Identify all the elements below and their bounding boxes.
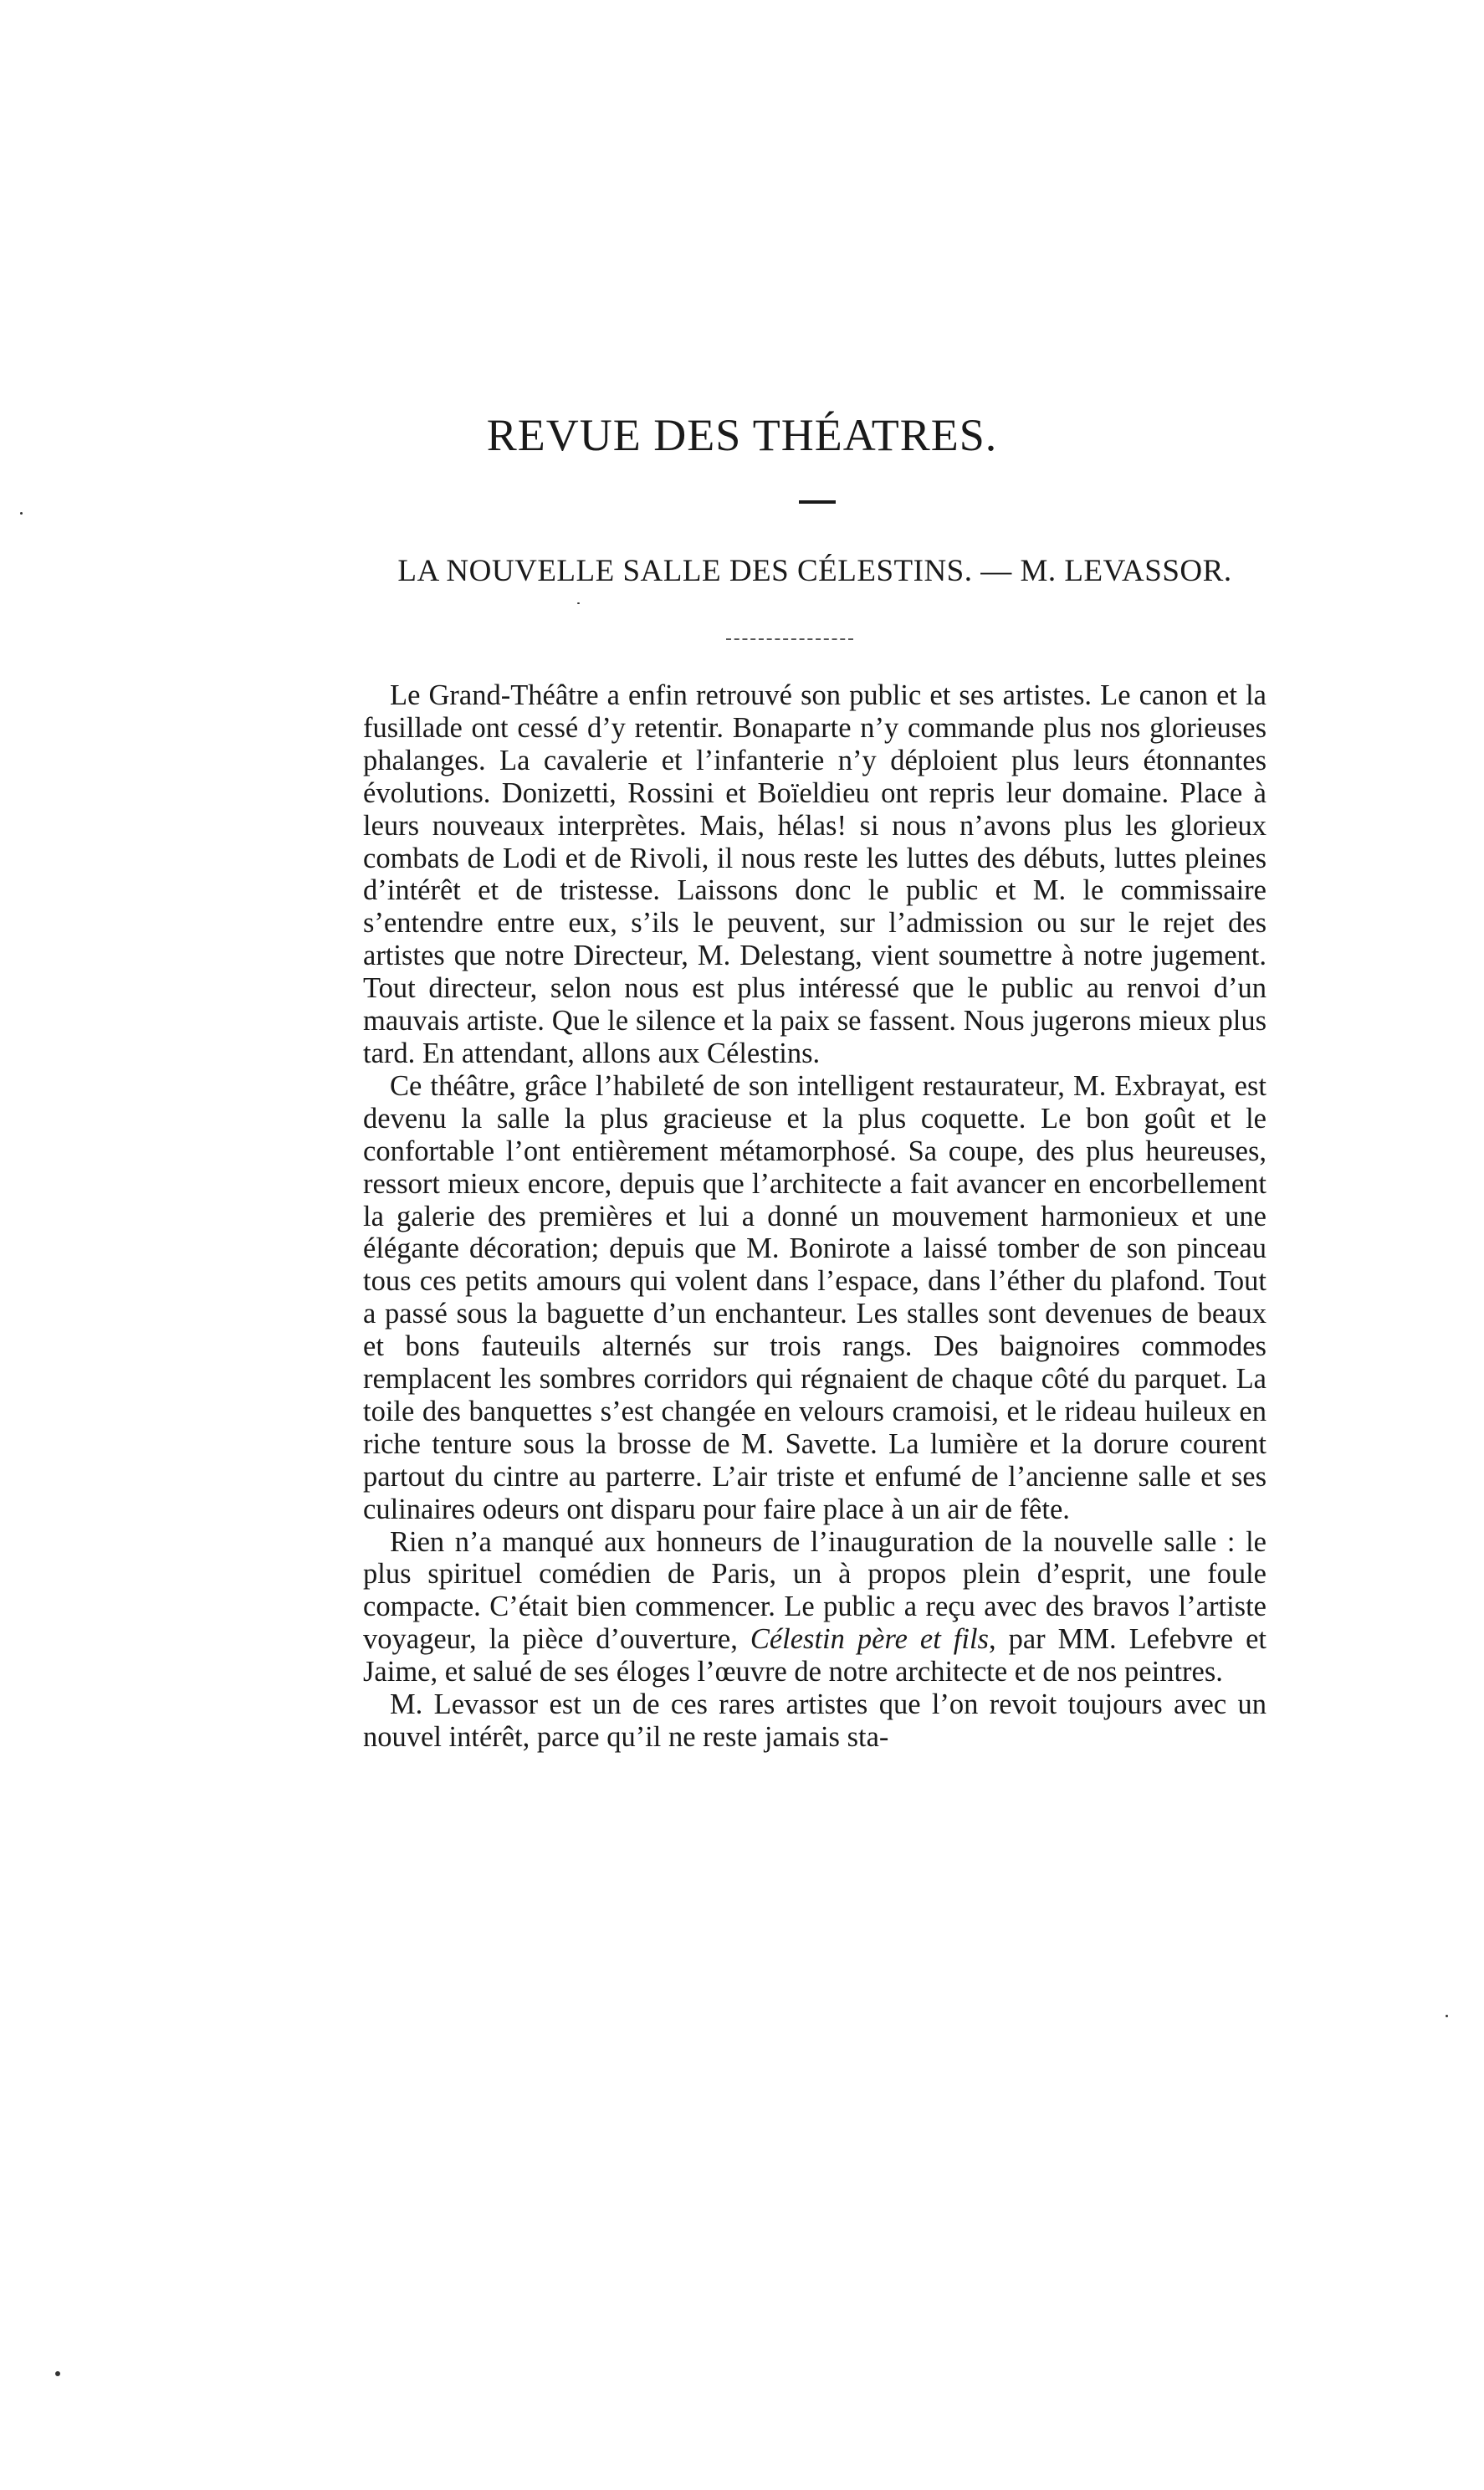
article-subtitle: LA NOUVELLE SALLE DES CÉLESTINS. — M. LEVASSOR. — [397, 554, 1232, 588]
article-body — [363, 679, 1267, 1754]
paragraph-text: , par MM. Lefebvre et Jaime, et salué de ses éloges l’œuvre de notre architecte et de nos peintres. — [363, 1623, 1267, 1688]
paragraph: M. Levassor est un de ces rares artistes que l’on revoit toujours avec un nouvel intérêt, parce qu’il ne reste jamais sta- — [363, 1688, 1267, 1753]
scan-speck — [577, 602, 580, 604]
title-divider — [799, 500, 836, 504]
scan-speck — [20, 512, 23, 515]
paragraph-text: Rien n’a manqué aux honneurs de l’inauguration de la nouvelle salle : le plus spirituel comédien de Paris, un à propos plein d’esprit, une foule compacte. C’était bien commencer. Le public a reçu avec des bravos l’artiste voyageur, la pièce d’ouverture, — [363, 1525, 1267, 1656]
scan-speck — [1446, 2015, 1448, 2017]
play-title: Célestin père et fils — [750, 1623, 989, 1656]
paragraph — [363, 1526, 1267, 1689]
scan-speck — [55, 2371, 60, 2376]
section-divider — [726, 638, 853, 640]
paragraph: Le Grand-Théâtre a enfin retrouvé son public et ses artistes. Le canon et la fusillade ont cessé d’y retentir. Bonaparte n’y commande plus nos glorieuses phalanges. La cavalerie et l’infanterie n’y déploient plus leurs étonnantes évolutions. Donizetti, Rossini et Boïeldieu ont repris leur domaine. Place à leurs nouveaux interprètes. Mais, hélas! si nous n’avons plus les glorieux combats de Lodi et de Rivoli, il nous reste les luttes des débuts, luttes pleines d’intérêt et de tristesse. Laissons donc le public et M. le commissaire s’entendre entre eux, s’ils le peuvent, sur l’admission ou sur le rejet des artistes que notre Directeur, M. Delestang, vient soumettre à notre jugement. Tout directeur, selon nous est plus intéressé que le public au renvoi d’un mauvais artiste. Que le silence et la paix se fassent. Nous jugerons mieux plus tard. En attendant, allons aux Célestins. — [363, 679, 1267, 1069]
page-title: REVUE DES THÉATRES. — [486, 410, 998, 460]
paragraph: Ce théâtre, grâce l’habileté de son intelligent restaurateur, M. Exbrayat, est devenu la salle la plus gracieuse et la plus coquette. Le bon goût et le confortable l’ont entièrement métamorphosé. Sa coupe, des plus heureuses, ressort mieux encore, depuis que l’architecte a fait avancer en encorbellement la galerie des premières et lui a donné un mouvement harmonieux et une élégante décoration; depuis que M. Bonirote a laissé tomber de son pinceau tous ces petits amours qui volent dans l’espace, dans l’éther du plafond. Tout a passé sous la baguette d’un enchanteur. Les stalles sont devenues de beaux et bons fauteuils alternés sur trois rangs. Des baignoires commodes remplacent les sombres corridors qui régnaient de chaque côté du parquet. La toile des banquettes s’est changée en velours cramoisi, et le rideau huileux en riche tenture sous la brosse de M. Savette. La lumière et la dorure courent partout du cintre au parterre. L’air triste et enfumé de l’ancienne salle et ses culinaires odeurs ont disparu pour faire place à un air de fête. — [363, 1069, 1267, 1525]
